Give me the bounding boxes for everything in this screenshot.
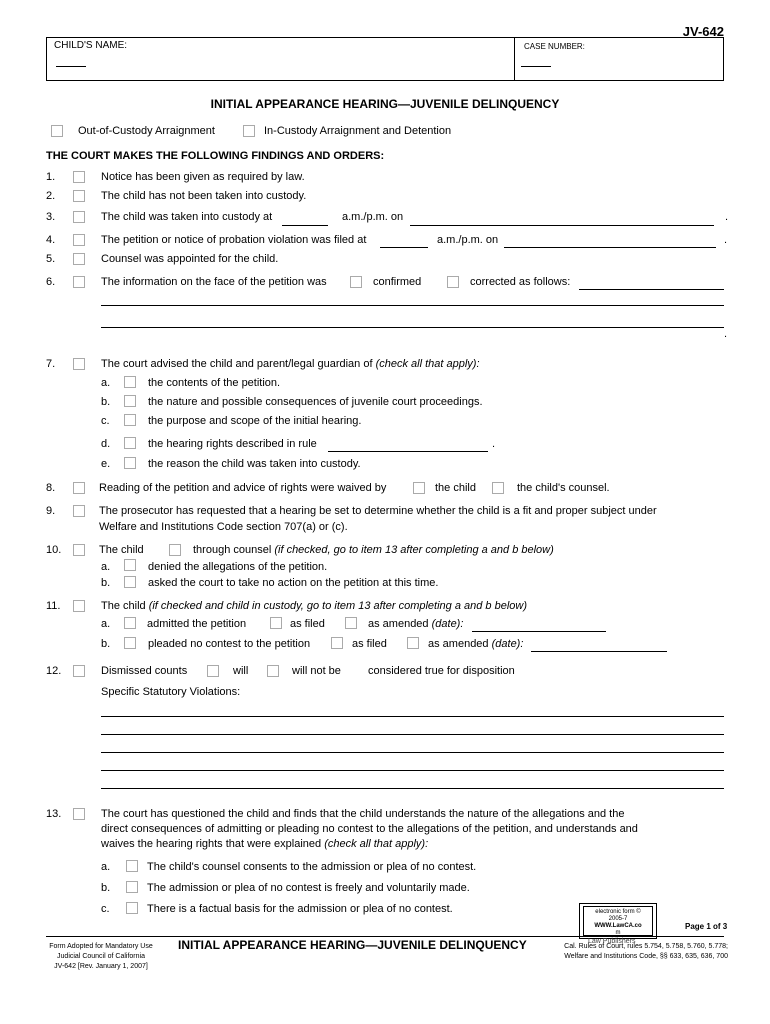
item-11a-filed-label: as filed — [290, 618, 325, 630]
item-13-line3 — [101, 838, 428, 850]
item-11b-date-label: (date): — [491, 638, 524, 650]
item-7b-letter: b. — [101, 396, 111, 408]
item-13-line1: The court has questioned the child and finds that the child understands the nature of the allegations and the — [101, 808, 625, 820]
item-11-number: 11. — [46, 600, 61, 612]
item-2-number: 2. — [46, 190, 56, 202]
item-10a-letter: a. — [101, 561, 111, 573]
item-6-correction-line-3[interactable] — [101, 327, 724, 328]
item-11a-checkbox[interactable] — [124, 617, 136, 629]
item-10b-letter: b. — [101, 577, 111, 589]
item-7d-letter: d. — [101, 438, 111, 450]
item-13-number: 13. — [46, 808, 62, 820]
item-13a-text: The child's counsel consents to the admission or plea of no contest. — [147, 861, 477, 873]
item-11a-date-label: (date): — [431, 618, 464, 630]
item-10-number: 10. — [46, 544, 62, 556]
item-10b-checkbox[interactable] — [124, 576, 136, 588]
item-11a-amended-label: as amended — [368, 618, 429, 630]
item-6-corrected-label: corrected as follows: — [470, 276, 571, 288]
item-1-text: Notice has been given as required by law. — [101, 171, 305, 183]
page-number: Page 1 of 3 — [685, 922, 728, 931]
in-custody-checkbox[interactable] — [243, 125, 255, 137]
item-11b-checkbox[interactable] — [124, 637, 136, 649]
item-2-text: The child has not been taken into custody. — [101, 190, 307, 202]
footer-title: INITIAL APPEARANCE HEARING—JUVENILE DELINQUENCY — [178, 938, 527, 952]
footer-left-line-1: Form Adopted for Mandatory Use — [49, 943, 153, 950]
item-5-number: 5. — [46, 253, 56, 265]
item-6-number: 6. — [46, 276, 56, 288]
item-3-ampm: a.m./p.m. on — [342, 211, 404, 223]
item-3-time-field[interactable] — [282, 225, 328, 226]
item-11a-amended — [368, 618, 463, 630]
item-10-through-label: through counsel — [193, 544, 272, 556]
item-6-confirmed-checkbox[interactable] — [350, 276, 362, 288]
item-7-text-italic: (check all that apply): — [375, 358, 480, 370]
item-7-number: 7. — [46, 358, 56, 370]
item-6-corrected-checkbox[interactable] — [447, 276, 459, 288]
item-13-line3-italic: (check all that apply): — [324, 838, 429, 850]
item-11b-text: pleaded no contest to the petition — [148, 638, 311, 650]
item-12-violation-line-5[interactable] — [101, 788, 724, 789]
item-7-text — [101, 358, 480, 370]
item-4-text: The petition or notice of probation violation was filed at — [101, 234, 367, 246]
item-3-date-field[interactable] — [410, 225, 714, 226]
item-11a-text: admitted the petition — [147, 618, 247, 630]
item-7-text-main: The court advised the child and parent/legal guardian of — [101, 358, 373, 370]
item-12-will-checkbox[interactable] — [207, 665, 219, 677]
item-8-number: 8. — [46, 482, 56, 494]
item-9-number: 9. — [46, 505, 56, 517]
item-7b-checkbox[interactable] — [124, 395, 136, 407]
item-12-text: Dismissed counts — [101, 665, 188, 677]
item-13b-checkbox[interactable] — [126, 881, 138, 893]
item-10-through — [193, 544, 554, 556]
item-11-italic: (if checked and child in custody, go to item 13 after completing a and b below) — [148, 600, 527, 612]
item-11b-date-field[interactable] — [531, 651, 667, 652]
item-12-violation-line-1[interactable] — [101, 716, 724, 717]
item-10-text: The child — [99, 544, 144, 556]
stamp-line-1: electronic form © — [595, 909, 641, 915]
item-12-violation-line-3[interactable] — [101, 752, 724, 753]
item-13b-text: The admission or plea of no contest is freely and voluntarily made. — [147, 882, 470, 894]
item-12-rest: considered true for disposition — [368, 665, 515, 677]
footer-right-line-1: Cal. Rules of Court, rules 5.754, 5.758, 5.760, 5.778; — [564, 943, 728, 950]
page-title: INITIAL APPEARANCE HEARING—JUVENILE DELINQUENCY — [210, 97, 560, 111]
footer-left-line-2: Judicial Council of California — [57, 953, 145, 960]
item-4-end: . — [724, 234, 728, 246]
item-2-checkbox[interactable] — [73, 190, 85, 202]
item-6-confirmed-label: confirmed — [373, 276, 422, 288]
item-3-number: 3. — [46, 211, 56, 223]
item-10b-text: asked the court to take no action on the petition at this time. — [148, 577, 439, 589]
item-11b-amended — [428, 638, 523, 650]
item-10a-text: denied the allegations of the petition. — [148, 561, 328, 573]
item-7d-text: the hearing rights described in rule — [148, 438, 317, 450]
item-11a-amended-checkbox[interactable] — [345, 617, 357, 629]
header-divider — [514, 37, 515, 81]
item-11-text-main: The child — [101, 600, 146, 612]
item-10a-checkbox[interactable] — [124, 559, 136, 571]
childs-name-label: CHILD'S NAME: — [54, 40, 128, 51]
item-1-checkbox[interactable] — [73, 171, 85, 183]
item-11a-letter: a. — [101, 618, 111, 630]
item-7e-checkbox[interactable] — [124, 457, 136, 469]
footer-right-line-2: Welfare and Institutions Code, §§ 633, 635, 636, 700 — [564, 953, 728, 960]
item-13c-text: There is a factual basis for the admission or plea of no contest. — [147, 903, 453, 915]
item-11b-filed-label: as filed — [352, 638, 387, 650]
item-13c-checkbox[interactable] — [126, 902, 138, 914]
item-6-text: The information on the face of the petition was — [101, 276, 327, 288]
item-7e-text: the reason the child was taken into custody. — [148, 458, 361, 470]
item-13-line3-main: waives the hearing rights that were explained — [101, 838, 322, 850]
findings-heading: THE COURT MAKES THE FOLLOWING FINDINGS AND ORDERS: — [46, 150, 385, 162]
footer-left — [46, 942, 156, 972]
footer-left-line-3: JV-642 [Rev. January 1, 2007] — [54, 963, 148, 970]
item-13c-letter: c. — [101, 903, 110, 915]
item-9-line2: Welfare and Institutions Code section 707(a) or (c). — [99, 521, 348, 533]
item-8-child-checkbox[interactable] — [413, 482, 425, 494]
item-11a-filed-checkbox[interactable] — [270, 617, 282, 629]
item-13-checkbox[interactable] — [73, 808, 85, 820]
item-7c-checkbox[interactable] — [124, 414, 136, 426]
out-of-custody-checkbox[interactable] — [51, 125, 63, 137]
item-12-will-not-checkbox[interactable] — [267, 665, 279, 677]
item-4-date-field[interactable] — [504, 247, 716, 248]
item-6-correction-line-1[interactable] — [579, 289, 724, 290]
footer-rule — [46, 936, 724, 937]
item-12-violation-line-2[interactable] — [101, 734, 724, 735]
item-6-correction-line-2[interactable] — [101, 305, 724, 306]
item-10-checkbox[interactable] — [73, 544, 85, 556]
item-13b-letter: b. — [101, 882, 111, 894]
stamp-line-3: WWW.LawCA.co — [594, 923, 642, 929]
footer-publisher: Law Publishers — [588, 938, 636, 945]
item-5-checkbox[interactable] — [73, 253, 85, 265]
item-7a-text: the contents of the petition. — [148, 377, 281, 389]
item-13a-letter: a. — [101, 861, 111, 873]
item-7e-letter: e. — [101, 458, 111, 470]
item-7d-rule-field[interactable] — [328, 451, 488, 452]
item-8-checkbox[interactable] — [73, 482, 85, 494]
item-7a-letter: a. — [101, 377, 111, 389]
item-11-text — [101, 600, 527, 612]
item-4-time-field[interactable] — [380, 247, 428, 248]
item-9-line1: The prosecutor has requested that a hearing be set to determine whether the child is a fit and proper subject under — [99, 505, 657, 517]
item-1-number: 1. — [46, 171, 56, 183]
case-number-field[interactable] — [521, 66, 551, 67]
item-11a-date-field[interactable] — [472, 631, 606, 632]
item-11-checkbox[interactable] — [73, 600, 85, 612]
item-12-will-not-label: will not be — [292, 665, 341, 677]
item-7c-text: the purpose and scope of the initial hearing. — [148, 415, 362, 427]
form-id: JV-642 — [682, 24, 724, 39]
item-12-violation-line-4[interactable] — [101, 770, 724, 771]
item-7c-letter: c. — [101, 415, 110, 427]
in-custody-label: In-Custody Arraignment and Detention — [264, 125, 452, 137]
item-6-checkbox[interactable] — [73, 276, 85, 288]
item-11b-amended-label: as amended — [428, 638, 489, 650]
item-8-text: Reading of the petition and advice of rights were waived by — [99, 482, 387, 494]
stamp-line-2: 2005-7 — [608, 916, 628, 922]
out-of-custody-label: Out-of-Custody Arraignment — [78, 125, 215, 137]
item-9-checkbox[interactable] — [73, 505, 85, 517]
case-number-label: CASE NUMBER: — [524, 42, 585, 51]
item-4-number: 4. — [46, 234, 56, 246]
item-13-line2: direct consequences of admitting or pleading no contest to the allegations of the petition, and understands and — [101, 823, 638, 835]
item-8-counsel-checkbox[interactable] — [492, 482, 504, 494]
item-7a-checkbox[interactable] — [124, 376, 136, 388]
item-11b-letter: b. — [101, 638, 111, 650]
header-box — [46, 37, 724, 81]
item-6-end: . — [724, 328, 728, 340]
item-3-end: . — [725, 211, 729, 223]
item-12-number: 12. — [46, 665, 62, 677]
item-11b-filed-checkbox[interactable] — [331, 637, 343, 649]
item-7b-text: the nature and possible consequences of juvenile court proceedings. — [148, 396, 483, 408]
item-7-checkbox[interactable] — [73, 358, 85, 370]
footer-right — [564, 942, 728, 962]
item-8-child-label: the child — [435, 482, 476, 494]
item-3-text: The child was taken into custody at — [101, 211, 273, 223]
item-5-text: Counsel was appointed for the child. — [101, 253, 279, 265]
item-8-counsel-label: the child's counsel. — [517, 482, 610, 494]
publisher-stamp — [583, 906, 653, 936]
item-4-checkbox[interactable] — [73, 234, 85, 246]
item-11b-amended-checkbox[interactable] — [407, 637, 419, 649]
item-13a-checkbox[interactable] — [126, 860, 138, 872]
item-12-checkbox[interactable] — [73, 665, 85, 677]
item-12-will-label: will — [233, 665, 249, 677]
item-3-checkbox[interactable] — [73, 211, 85, 223]
childs-name-field[interactable] — [56, 66, 86, 67]
item-4-ampm: a.m./p.m. on — [437, 234, 499, 246]
item-12-specific-label: Specific Statutory Violations: — [101, 686, 241, 698]
item-10-italic: (if checked, go to item 13 after completing a and b below) — [274, 544, 554, 556]
item-10-counsel-checkbox[interactable] — [169, 544, 181, 556]
stamp-line-4: m — [615, 930, 621, 936]
item-7d-checkbox[interactable] — [124, 437, 136, 449]
item-7d-end: . — [492, 438, 496, 450]
